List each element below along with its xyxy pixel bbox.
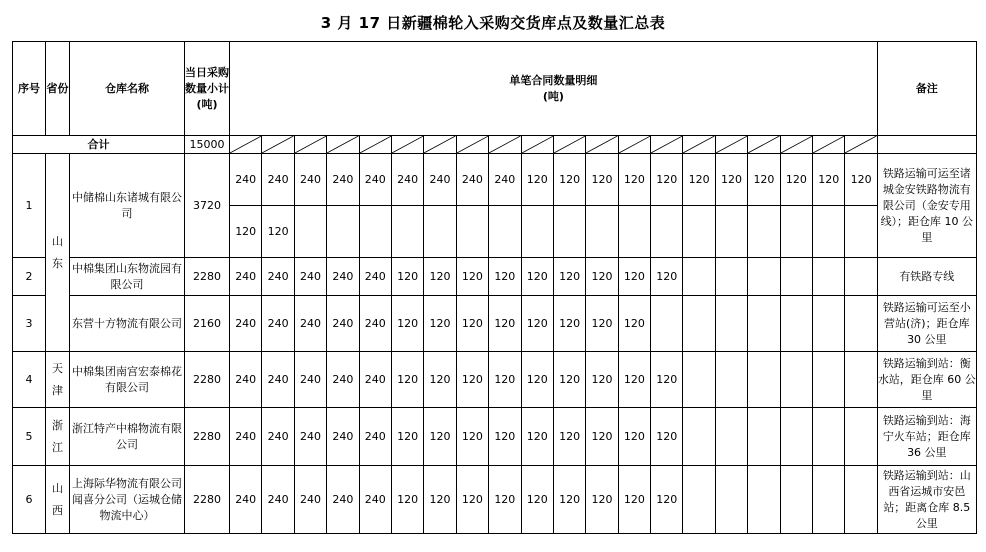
qty-cell: 120 — [845, 154, 877, 206]
qty-cell: 240 — [327, 258, 359, 296]
header-detail — [230, 42, 878, 136]
qty-cell: 120 — [391, 408, 423, 466]
header-seq: 序号 — [13, 42, 46, 136]
qty-cell — [359, 206, 391, 258]
header-remark: 备注 — [877, 42, 976, 136]
diagonal-cell — [618, 136, 650, 154]
qty-cell — [748, 352, 780, 408]
province-label: 山西 — [52, 481, 63, 517]
qty-cell — [715, 352, 747, 408]
qty-cell — [651, 296, 683, 352]
qty-cell — [845, 352, 877, 408]
qty-cell: 120 — [780, 154, 812, 206]
qty-cell — [618, 206, 650, 258]
diagonal-cell — [553, 136, 585, 154]
qty-cell: 120 — [456, 466, 488, 534]
row-seq: 4 — [13, 352, 46, 408]
qty-cell: 120 — [521, 154, 553, 206]
diagonal-cell — [748, 136, 780, 154]
qty-cell: 120 — [813, 154, 845, 206]
qty-cell — [683, 296, 715, 352]
province-cell — [46, 352, 70, 408]
diagonal-cell — [586, 136, 618, 154]
qty-cell — [845, 296, 877, 352]
qty-cell: 120 — [748, 154, 780, 206]
summary-table — [12, 41, 977, 534]
header-detail-label: 单笔合同数量明细 — [509, 73, 598, 87]
qty-cell: 120 — [618, 466, 650, 534]
diagonal-cell — [294, 136, 326, 154]
table-row — [13, 466, 977, 534]
row-subtotal: 2280 — [185, 352, 230, 408]
diagonal-cell — [521, 136, 553, 154]
qty-cell — [327, 206, 359, 258]
province-cell — [46, 154, 70, 352]
qty-cell: 120 — [651, 466, 683, 534]
qty-cell — [748, 296, 780, 352]
total-value: 15000 — [185, 136, 230, 154]
qty-cell: 240 — [230, 408, 262, 466]
qty-cell — [715, 258, 747, 296]
qty-cell: 120 — [651, 154, 683, 206]
qty-cell: 240 — [359, 352, 391, 408]
qty-cell — [586, 206, 618, 258]
table-title: 3 月 17 日新疆棉轮入采购交货库点及数量汇总表 — [320, 14, 666, 32]
total-remark — [877, 136, 976, 154]
qty-cell: 120 — [683, 154, 715, 206]
qty-cell — [813, 258, 845, 296]
qty-cell — [813, 296, 845, 352]
diagonal-cell — [456, 136, 488, 154]
qty-cell: 120 — [489, 258, 521, 296]
qty-cell — [715, 206, 747, 258]
row-remark: 有铁路专线 — [877, 258, 976, 296]
qty-cell: 120 — [424, 466, 456, 534]
qty-cell: 120 — [456, 258, 488, 296]
row-remark: 铁路运输到站：衡水站，距仓库 60 公里 — [877, 352, 976, 408]
row-warehouse: 浙江特产中棉物流有限公司 — [70, 408, 185, 466]
qty-cell: 120 — [521, 408, 553, 466]
qty-cell: 120 — [553, 154, 585, 206]
qty-cell: 120 — [489, 296, 521, 352]
qty-cell: 120 — [424, 296, 456, 352]
qty-cell — [715, 408, 747, 466]
qty-cell: 120 — [715, 154, 747, 206]
row-seq: 5 — [13, 408, 46, 466]
qty-cell: 120 — [618, 408, 650, 466]
qty-cell: 240 — [456, 154, 488, 206]
qty-cell: 120 — [262, 206, 294, 258]
qty-cell — [294, 206, 326, 258]
qty-cell — [683, 258, 715, 296]
qty-cell: 240 — [359, 154, 391, 206]
row-warehouse: 中储棉山东诸城有限公司 — [70, 154, 185, 258]
qty-cell: 120 — [391, 258, 423, 296]
qty-cell: 240 — [230, 352, 262, 408]
qty-cell: 240 — [327, 154, 359, 206]
qty-cell: 120 — [521, 296, 553, 352]
table-row — [13, 258, 977, 296]
qty-cell — [424, 206, 456, 258]
qty-cell: 240 — [230, 154, 262, 206]
qty-cell: 120 — [456, 408, 488, 466]
qty-cell: 240 — [327, 466, 359, 534]
row-seq: 3 — [13, 296, 46, 352]
qty-cell: 240 — [294, 258, 326, 296]
qty-cell: 120 — [521, 352, 553, 408]
qty-cell: 240 — [262, 408, 294, 466]
qty-cell: 240 — [262, 352, 294, 408]
qty-cell: 240 — [294, 408, 326, 466]
qty-cell: 120 — [618, 296, 650, 352]
qty-cell — [780, 206, 812, 258]
qty-cell: 120 — [651, 352, 683, 408]
qty-cell — [651, 206, 683, 258]
table-row — [13, 408, 977, 466]
qty-cell: 240 — [294, 296, 326, 352]
qty-cell: 120 — [456, 296, 488, 352]
row-seq: 2 — [13, 258, 46, 296]
qty-cell: 240 — [359, 466, 391, 534]
qty-cell: 240 — [327, 408, 359, 466]
qty-cell — [683, 408, 715, 466]
diagonal-cell — [230, 136, 262, 154]
qty-cell — [683, 206, 715, 258]
diagonal-cell — [262, 136, 294, 154]
header-province: 省份 — [46, 42, 70, 136]
qty-cell — [845, 206, 877, 258]
row-subtotal: 2280 — [185, 408, 230, 466]
header-detail-unit: (吨) — [542, 89, 564, 103]
row-subtotal: 2160 — [185, 296, 230, 352]
qty-cell: 120 — [651, 258, 683, 296]
qty-cell — [813, 352, 845, 408]
row-remark: 铁路运输到站：山西省运城市安邑站；距离仓库 8.5 公里 — [877, 466, 976, 534]
province-cell — [46, 408, 70, 466]
qty-cell: 240 — [294, 352, 326, 408]
qty-cell: 120 — [489, 352, 521, 408]
qty-cell: 240 — [262, 466, 294, 534]
qty-cell: 120 — [391, 296, 423, 352]
province-cell — [46, 466, 70, 534]
qty-cell — [780, 296, 812, 352]
qty-cell: 240 — [327, 296, 359, 352]
row-warehouse: 中棉集团南宫宏泰棉花有限公司 — [70, 352, 185, 408]
diagonal-cell — [813, 136, 845, 154]
qty-cell: 240 — [230, 296, 262, 352]
qty-cell — [813, 206, 845, 258]
qty-cell — [780, 352, 812, 408]
qty-cell: 120 — [553, 352, 585, 408]
qty-cell — [715, 296, 747, 352]
qty-cell: 120 — [586, 296, 618, 352]
qty-cell — [780, 258, 812, 296]
qty-cell: 120 — [553, 466, 585, 534]
qty-cell: 120 — [521, 466, 553, 534]
qty-cell — [748, 408, 780, 466]
qty-cell — [748, 258, 780, 296]
qty-cell: 120 — [618, 352, 650, 408]
province-label: 浙江 — [52, 418, 63, 454]
table-row — [13, 154, 977, 206]
qty-cell — [553, 206, 585, 258]
qty-cell: 120 — [521, 258, 553, 296]
qty-cell — [391, 206, 423, 258]
qty-cell: 240 — [262, 258, 294, 296]
diagonal-cell — [715, 136, 747, 154]
qty-cell: 120 — [553, 296, 585, 352]
header-warehouse: 仓库名称 — [70, 42, 185, 136]
qty-cell: 120 — [553, 258, 585, 296]
qty-cell: 240 — [230, 258, 262, 296]
qty-cell: 240 — [262, 296, 294, 352]
diagonal-cell — [424, 136, 456, 154]
diagonal-cell — [359, 136, 391, 154]
diagonal-cell — [489, 136, 521, 154]
qty-cell — [813, 408, 845, 466]
qty-cell — [780, 408, 812, 466]
diagonal-cell — [780, 136, 812, 154]
qty-cell — [456, 206, 488, 258]
qty-cell: 240 — [294, 154, 326, 206]
qty-cell — [489, 206, 521, 258]
table-row — [13, 296, 977, 352]
row-remark: 铁路运输到站：海宁火车站；距仓库 36 公里 — [877, 408, 976, 466]
qty-cell: 120 — [586, 352, 618, 408]
diagonal-cell — [327, 136, 359, 154]
qty-cell: 240 — [327, 352, 359, 408]
qty-cell: 120 — [586, 258, 618, 296]
qty-cell: 240 — [230, 466, 262, 534]
header-daily-subtotal: 当日采购数量小计(吨) — [185, 42, 230, 136]
qty-cell: 120 — [618, 258, 650, 296]
qty-cell: 120 — [618, 154, 650, 206]
qty-cell: 120 — [424, 408, 456, 466]
row-seq: 1 — [13, 154, 46, 258]
row-warehouse: 上海际华物流有限公司闻喜分公司（运城仓储物流中心） — [70, 466, 185, 534]
row-subtotal: 2280 — [185, 466, 230, 534]
qty-cell: 120 — [230, 206, 262, 258]
row-seq: 6 — [13, 466, 46, 534]
qty-cell: 120 — [586, 408, 618, 466]
qty-cell: 120 — [651, 408, 683, 466]
qty-cell: 120 — [553, 408, 585, 466]
qty-cell: 240 — [359, 296, 391, 352]
qty-cell — [845, 258, 877, 296]
row-remark: 铁路运输可运至诸城金安铁路物流有限公司（金安专用线）；距仓库 10 公里 — [877, 154, 976, 258]
qty-cell: 240 — [391, 154, 423, 206]
diagonal-cell — [683, 136, 715, 154]
row-subtotal: 3720 — [185, 154, 230, 258]
row-warehouse: 中棉集团山东物流园有限公司 — [70, 258, 185, 296]
qty-cell — [845, 408, 877, 466]
total-row — [13, 136, 977, 154]
row-warehouse: 东营十方物流有限公司 — [70, 296, 185, 352]
qty-cell — [780, 466, 812, 534]
diagonal-cell — [651, 136, 683, 154]
qty-cell: 240 — [262, 154, 294, 206]
diagonal-cell — [391, 136, 423, 154]
qty-cell: 120 — [586, 154, 618, 206]
row-subtotal: 2280 — [185, 258, 230, 296]
qty-cell: 120 — [489, 466, 521, 534]
qty-cell — [748, 206, 780, 258]
qty-cell: 120 — [391, 466, 423, 534]
total-label: 合计 — [13, 136, 185, 154]
province-label: 天津 — [52, 361, 63, 397]
qty-cell — [521, 206, 553, 258]
qty-cell: 240 — [424, 154, 456, 206]
qty-cell: 240 — [489, 154, 521, 206]
qty-cell: 240 — [294, 466, 326, 534]
qty-cell — [683, 352, 715, 408]
province-label: 山东 — [52, 234, 63, 270]
header-row — [13, 42, 977, 136]
qty-cell — [845, 466, 877, 534]
qty-cell: 240 — [359, 258, 391, 296]
qty-cell: 120 — [424, 258, 456, 296]
qty-cell — [748, 466, 780, 534]
diagonal-cell — [845, 136, 877, 154]
qty-cell: 120 — [424, 352, 456, 408]
qty-cell — [715, 466, 747, 534]
qty-cell — [813, 466, 845, 534]
qty-cell — [683, 466, 715, 534]
qty-cell: 240 — [359, 408, 391, 466]
qty-cell: 120 — [391, 352, 423, 408]
qty-cell: 120 — [489, 408, 521, 466]
table-row — [13, 352, 977, 408]
qty-cell: 120 — [456, 352, 488, 408]
row-remark: 铁路运输可运至小营站(济)；距仓库 30 公里 — [877, 296, 976, 352]
qty-cell: 120 — [586, 466, 618, 534]
